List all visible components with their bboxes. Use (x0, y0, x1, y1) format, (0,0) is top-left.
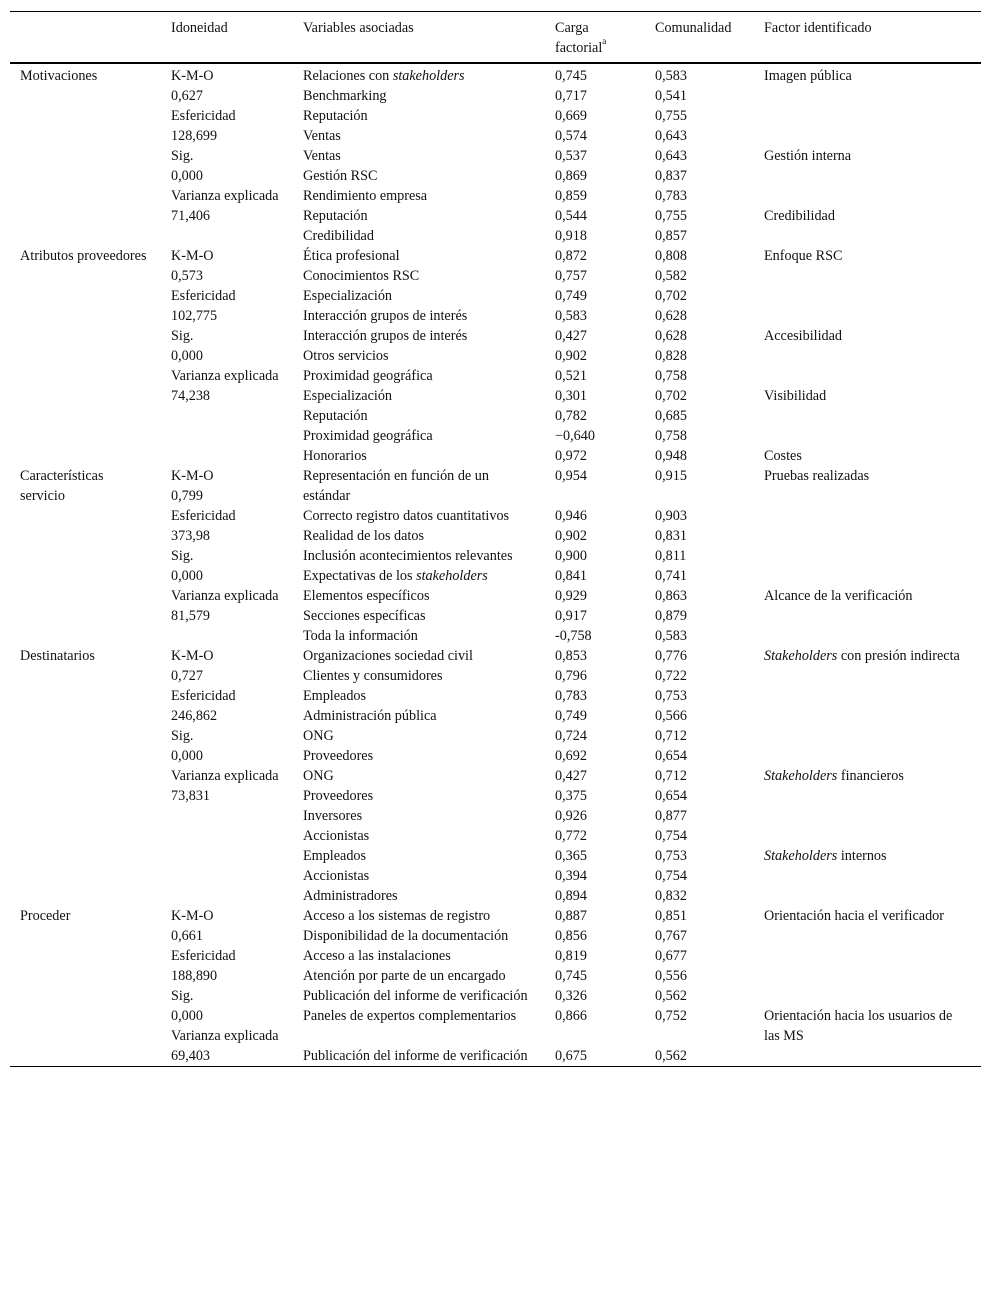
loading-cell: 0,326 (555, 988, 587, 1004)
variable-cell: Honorarios (303, 448, 367, 464)
table-row (10, 466, 981, 506)
variable-cell: Paneles de expertos complementarios (303, 1008, 517, 1024)
communality-cell: 0,654 (655, 748, 687, 764)
stat-sph: 246,862 (171, 708, 218, 724)
loading-cell: 0,972 (555, 448, 587, 464)
factor-cell (754, 686, 981, 706)
variable-cell: ONG (303, 728, 334, 744)
factor-cell (754, 106, 981, 126)
variable-cell: Expectativas de los stakeholders (303, 568, 488, 584)
variable-cell: Empleados (303, 848, 367, 864)
communality-cell: 0,863 (655, 588, 687, 604)
factor-cell (754, 866, 981, 886)
communality-cell: 0,741 (655, 568, 687, 584)
stat-sig: 0,000 (171, 748, 203, 764)
loading-cell: 0,574 (555, 128, 587, 144)
communality-cell: 0,767 (655, 928, 687, 944)
table-header (10, 12, 981, 64)
variable-cell: Especialización (303, 288, 393, 304)
header-loading (545, 12, 645, 64)
factor-cell: Stakeholders financieros (764, 768, 904, 784)
communality-cell: 0,754 (655, 828, 687, 844)
factor-cell (754, 946, 981, 966)
header-suitability: Idoneidad (171, 20, 228, 36)
loading-cell: 0,745 (555, 968, 587, 984)
factor-cell: Accesibilidad (764, 328, 843, 344)
stat-kmo: 0,627 (171, 88, 203, 104)
communality-cell: 0,915 (655, 468, 687, 484)
variable-cell: Disponibilidad de la documentación (303, 928, 509, 944)
factor-cell: Credibilidad (764, 208, 835, 224)
loading-cell: 0,772 (555, 828, 587, 844)
loading-cell: 0,757 (555, 268, 587, 284)
loading-cell: 0,427 (555, 328, 587, 344)
communality-cell: 0,851 (655, 908, 687, 924)
factor-cell (754, 886, 981, 906)
variable-cell: Clientes y consumidores (303, 668, 443, 684)
variable-cell: Publicación del informe de verificación (303, 1048, 528, 1064)
loading-cell: 0,872 (555, 248, 587, 264)
header-blank (10, 12, 161, 64)
loading-cell: 0,521 (555, 368, 587, 384)
loading-cell: 0,900 (555, 548, 587, 564)
communality-cell: 0,556 (655, 968, 687, 984)
factor-cell: Orientación hacia los usuarios de las MS (764, 1008, 953, 1044)
factor-analysis-table (10, 11, 981, 1067)
group-name: Proceder (20, 908, 71, 924)
factor-cell (754, 186, 981, 206)
header-loading-note: a (602, 36, 607, 47)
communality-cell: 0,776 (655, 648, 687, 664)
communality-cell: 0,903 (655, 508, 687, 524)
factor-cell (754, 346, 981, 366)
communality-cell: 0,948 (655, 448, 687, 464)
variable-cell: Benchmarking (303, 88, 387, 104)
loading-cell: 0,544 (555, 208, 587, 224)
table-row (10, 246, 981, 266)
variable-cell: Elementos específicos (303, 588, 430, 604)
stat-sph: 128,699 (171, 128, 218, 144)
loading-cell: 0,853 (555, 648, 587, 664)
loading-cell: 0,749 (555, 288, 587, 304)
communality-cell: 0,541 (655, 88, 687, 104)
communality-cell: 0,754 (655, 868, 687, 884)
communality-cell: 0,722 (655, 668, 687, 684)
factor-cell (754, 126, 981, 146)
stat-sph: 102,775 (171, 308, 218, 324)
factor-cell: Stakeholders internos (764, 848, 887, 864)
stat-sph-label: Esfericidad (171, 688, 236, 704)
stat-var-label: Varianza explicada (171, 188, 279, 204)
variable-cell: Empleados (303, 688, 367, 704)
factor-cell (754, 606, 981, 626)
communality-cell: 0,712 (655, 728, 687, 744)
factor-cell: Imagen pública (764, 68, 852, 84)
variable-cell: Ventas (303, 128, 341, 144)
variable-cell: Interacción grupos de interés (303, 308, 468, 324)
variable-cell: Gestión RSC (303, 168, 378, 184)
stat-var: 73,831 (171, 788, 211, 804)
factor-cell (754, 726, 981, 746)
factor-cell (754, 306, 981, 326)
stat-var-label: Varianza explicada (171, 1028, 279, 1044)
loading-cell: -0,758 (555, 628, 592, 644)
loading-cell: 0,841 (555, 568, 587, 584)
loading-cell: 0,796 (555, 668, 587, 684)
communality-cell: 0,712 (655, 768, 687, 784)
loading-cell: 0,537 (555, 148, 587, 164)
variable-cell: Accionistas (303, 868, 370, 884)
factor-cell: Visibilidad (764, 388, 827, 404)
stat-sph: 373,98 (171, 528, 211, 544)
variable-cell: Acceso a los sistemas de registro (303, 908, 491, 924)
variable-cell: Organizaciones sociedad civil (303, 648, 473, 664)
factor-cell: Costes (764, 448, 802, 464)
table-body (10, 63, 981, 1067)
loading-cell: 0,375 (555, 788, 587, 804)
italic-term: Stakeholders (764, 768, 838, 784)
stat-sig-label: Sig. (171, 988, 194, 1004)
variable-cell: Proximidad geográfica (303, 428, 433, 444)
variable-cell: Acceso a las instalaciones (303, 948, 451, 964)
communality-cell: 0,811 (655, 548, 687, 564)
communality-cell: 0,566 (655, 708, 687, 724)
communality-cell: 0,828 (655, 348, 687, 364)
loading-cell: 0,675 (555, 1048, 587, 1064)
variable-cell: Rendimiento empresa (303, 188, 428, 204)
stat-sig-label: Sig. (171, 728, 194, 744)
header-communality: Comunalidad (655, 20, 732, 36)
variable-cell: Proveedores (303, 788, 374, 804)
stat-sig: 0,000 (171, 348, 203, 364)
loading-cell: 0,724 (555, 728, 587, 744)
factor-cell (754, 226, 981, 246)
communality-cell: 0,758 (655, 428, 687, 444)
loading-cell: 0,859 (555, 188, 587, 204)
suitability-stats (161, 906, 293, 1067)
factor-cell: Orientación hacia el verificador (764, 908, 945, 924)
factor-cell (754, 366, 981, 386)
suitability-stats (161, 646, 293, 906)
factor-cell (754, 506, 981, 526)
factor-cell (754, 166, 981, 186)
loading-cell: 0,954 (555, 468, 587, 484)
variable-cell: ONG (303, 768, 334, 784)
communality-cell: 0,755 (655, 108, 687, 124)
table-row (10, 906, 981, 926)
factor-cell (754, 86, 981, 106)
variable-cell: Correcto registro datos cuantitativos (303, 508, 510, 524)
factor-cell (754, 1046, 981, 1067)
variable-cell: Publicación del informe de verificación (303, 988, 528, 1004)
factor-cell (754, 426, 981, 446)
loading-cell: 0,669 (555, 108, 587, 124)
loading-cell: 0,394 (555, 868, 587, 884)
factor-cell (754, 406, 981, 426)
stat-kmo: 0,661 (171, 928, 203, 944)
variable-cell: Secciones específicas (303, 608, 426, 624)
loading-cell: 0,745 (555, 68, 587, 84)
factor-cell (754, 546, 981, 566)
italic-term: Stakeholders (764, 848, 838, 864)
communality-cell: 0,702 (655, 388, 687, 404)
stat-sig-label: Sig. (171, 548, 194, 564)
loading-cell: 0,427 (555, 768, 587, 784)
group-name: Atributos proveedores (20, 248, 147, 264)
variable-cell: Representación en función de un estándar (303, 468, 489, 504)
factor-cell (754, 986, 981, 1006)
factor-cell (754, 266, 981, 286)
stat-kmo-label: K-M-O (171, 248, 214, 264)
group-name: Características servicio (20, 468, 104, 504)
stat-kmo-label: K-M-O (171, 468, 214, 484)
communality-cell: 0,783 (655, 188, 687, 204)
loading-cell: 0,946 (555, 508, 587, 524)
stat-sph-label: Esfericidad (171, 288, 236, 304)
factor-cell (754, 926, 981, 946)
stat-var-label: Varianza explicada (171, 368, 279, 384)
communality-cell: 0,752 (655, 1008, 687, 1024)
communality-cell: 0,879 (655, 608, 687, 624)
loading-cell: 0,902 (555, 528, 587, 544)
loading-cell: 0,894 (555, 888, 587, 904)
loading-cell: 0,819 (555, 948, 587, 964)
stat-kmo-label: K-M-O (171, 908, 214, 924)
loading-cell: 0,902 (555, 348, 587, 364)
factor-cell (754, 966, 981, 986)
variable-cell: Reputación (303, 208, 368, 224)
factor-cell: Pruebas realizadas (764, 468, 870, 484)
stat-sig-label: Sig. (171, 328, 194, 344)
stat-kmo-label: K-M-O (171, 68, 214, 84)
variable-cell: Especialización (303, 388, 393, 404)
factor-cell (754, 626, 981, 646)
stat-var: 74,238 (171, 388, 211, 404)
communality-cell: 0,753 (655, 688, 687, 704)
variable-cell: Otros servicios (303, 348, 389, 364)
variable-cell: Proveedores (303, 748, 374, 764)
factor-cell (754, 746, 981, 766)
communality-cell: 0,677 (655, 948, 687, 964)
stat-var: 69,403 (171, 1048, 211, 1064)
suitability-stats (161, 466, 293, 646)
communality-cell: 0,837 (655, 168, 687, 184)
italic-term: stakeholders (416, 568, 488, 584)
loading-cell: 0,918 (555, 228, 587, 244)
factor-cell (754, 526, 981, 546)
variable-cell: Administradores (303, 888, 398, 904)
communality-cell: 0,643 (655, 148, 687, 164)
variable-cell: Ventas (303, 148, 341, 164)
stat-sph-label: Esfericidad (171, 108, 236, 124)
italic-term: Stakeholders (764, 648, 838, 664)
stat-sig: 0,000 (171, 1008, 203, 1024)
loading-cell: 0,869 (555, 168, 587, 184)
communality-cell: 0,758 (655, 368, 687, 384)
variable-cell: Credibilidad (303, 228, 374, 244)
group-name: Destinatarios (20, 648, 95, 664)
stat-var: 81,579 (171, 608, 211, 624)
italic-term: stakeholders (392, 68, 465, 84)
communality-cell: 0,628 (655, 328, 687, 344)
communality-cell: 0,857 (655, 228, 687, 244)
loading-cell: 0,926 (555, 808, 587, 824)
variable-cell: Relaciones con stakeholders (303, 68, 465, 84)
communality-cell: 0,582 (655, 268, 687, 284)
group-name: Motivaciones (20, 68, 98, 84)
communality-cell: 0,831 (655, 528, 687, 544)
variable-cell: Proximidad geográfica (303, 368, 433, 384)
communality-cell: 0,877 (655, 808, 687, 824)
loading-cell: −0,640 (555, 428, 595, 444)
variable-cell: Conocimientos RSC (303, 268, 420, 284)
table-row (10, 646, 981, 666)
communality-cell: 0,685 (655, 408, 687, 424)
loading-cell: 0,783 (555, 688, 587, 704)
communality-cell: 0,654 (655, 788, 687, 804)
suitability-stats (161, 246, 293, 466)
loading-cell: 0,782 (555, 408, 587, 424)
communality-cell: 0,808 (655, 248, 687, 264)
stat-var-label: Varianza explicada (171, 588, 279, 604)
factor-cell: Gestión interna (764, 148, 852, 164)
stat-sig-label: Sig. (171, 148, 194, 164)
stat-var: 71,406 (171, 208, 211, 224)
header-factor: Factor identificado (764, 20, 872, 36)
loading-cell: 0,365 (555, 848, 587, 864)
stat-sph: 188,890 (171, 968, 218, 984)
communality-cell: 0,562 (655, 988, 687, 1004)
variable-cell: Toda la información (303, 628, 418, 644)
loading-cell: 0,749 (555, 708, 587, 724)
header-loading-label: Carga factorial (555, 20, 603, 56)
communality-cell: 0,755 (655, 208, 687, 224)
stat-kmo: 0,727 (171, 668, 203, 684)
loading-cell: 0,692 (555, 748, 587, 764)
factor-cell: Stakeholders con presión indirecta (764, 648, 960, 664)
stat-kmo: 0,573 (171, 268, 203, 284)
communality-cell: 0,583 (655, 628, 687, 644)
communality-cell: 0,702 (655, 288, 687, 304)
stat-sig: 0,000 (171, 568, 203, 584)
loading-cell: 0,301 (555, 388, 587, 404)
stat-sph-label: Esfericidad (171, 948, 236, 964)
variable-cell: Ética profesional (303, 248, 400, 264)
variable-cell: Interacción grupos de interés (303, 328, 468, 344)
factor-cell: Enfoque RSC (764, 248, 843, 264)
communality-cell: 0,628 (655, 308, 687, 324)
communality-cell: 0,832 (655, 888, 687, 904)
factor-cell (754, 566, 981, 586)
variable-cell: Realidad de los datos (303, 528, 424, 544)
factor-cell (754, 286, 981, 306)
communality-cell: 0,583 (655, 68, 687, 84)
loading-cell: 0,856 (555, 928, 587, 944)
variable-cell: Reputación (303, 408, 368, 424)
variable-cell: Reputación (303, 108, 368, 124)
communality-cell: 0,562 (655, 1048, 687, 1064)
variable-cell: Atención por parte de un encargado (303, 968, 506, 984)
variable-cell: Accionistas (303, 828, 370, 844)
header-row (10, 12, 981, 64)
factor-cell: Alcance de la verificación (764, 588, 913, 604)
factor-cell (754, 786, 981, 806)
loading-cell: 0,887 (555, 908, 587, 924)
variable-cell: Inversores (303, 808, 363, 824)
stat-kmo-label: K-M-O (171, 648, 214, 664)
communality-cell: 0,643 (655, 128, 687, 144)
stat-sph-label: Esfericidad (171, 508, 236, 524)
stat-sig: 0,000 (171, 168, 203, 184)
factor-cell (754, 806, 981, 826)
loading-cell: 0,583 (555, 308, 587, 324)
table-row (10, 63, 981, 86)
stat-var-label: Varianza explicada (171, 768, 279, 784)
loading-cell: 0,866 (555, 1008, 587, 1024)
loading-cell: 0,717 (555, 88, 587, 104)
suitability-stats (161, 63, 293, 246)
loading-cell: 0,929 (555, 588, 587, 604)
header-variables: Variables asociadas (303, 20, 414, 36)
factor-cell (754, 826, 981, 846)
factor-cell (754, 666, 981, 686)
loading-cell: 0,917 (555, 608, 587, 624)
communality-cell: 0,753 (655, 848, 687, 864)
variable-cell: Inclusión acontecimientos relevantes (303, 548, 513, 564)
stat-kmo: 0,799 (171, 488, 203, 504)
factor-cell (754, 706, 981, 726)
variable-cell: Administración pública (303, 708, 437, 724)
